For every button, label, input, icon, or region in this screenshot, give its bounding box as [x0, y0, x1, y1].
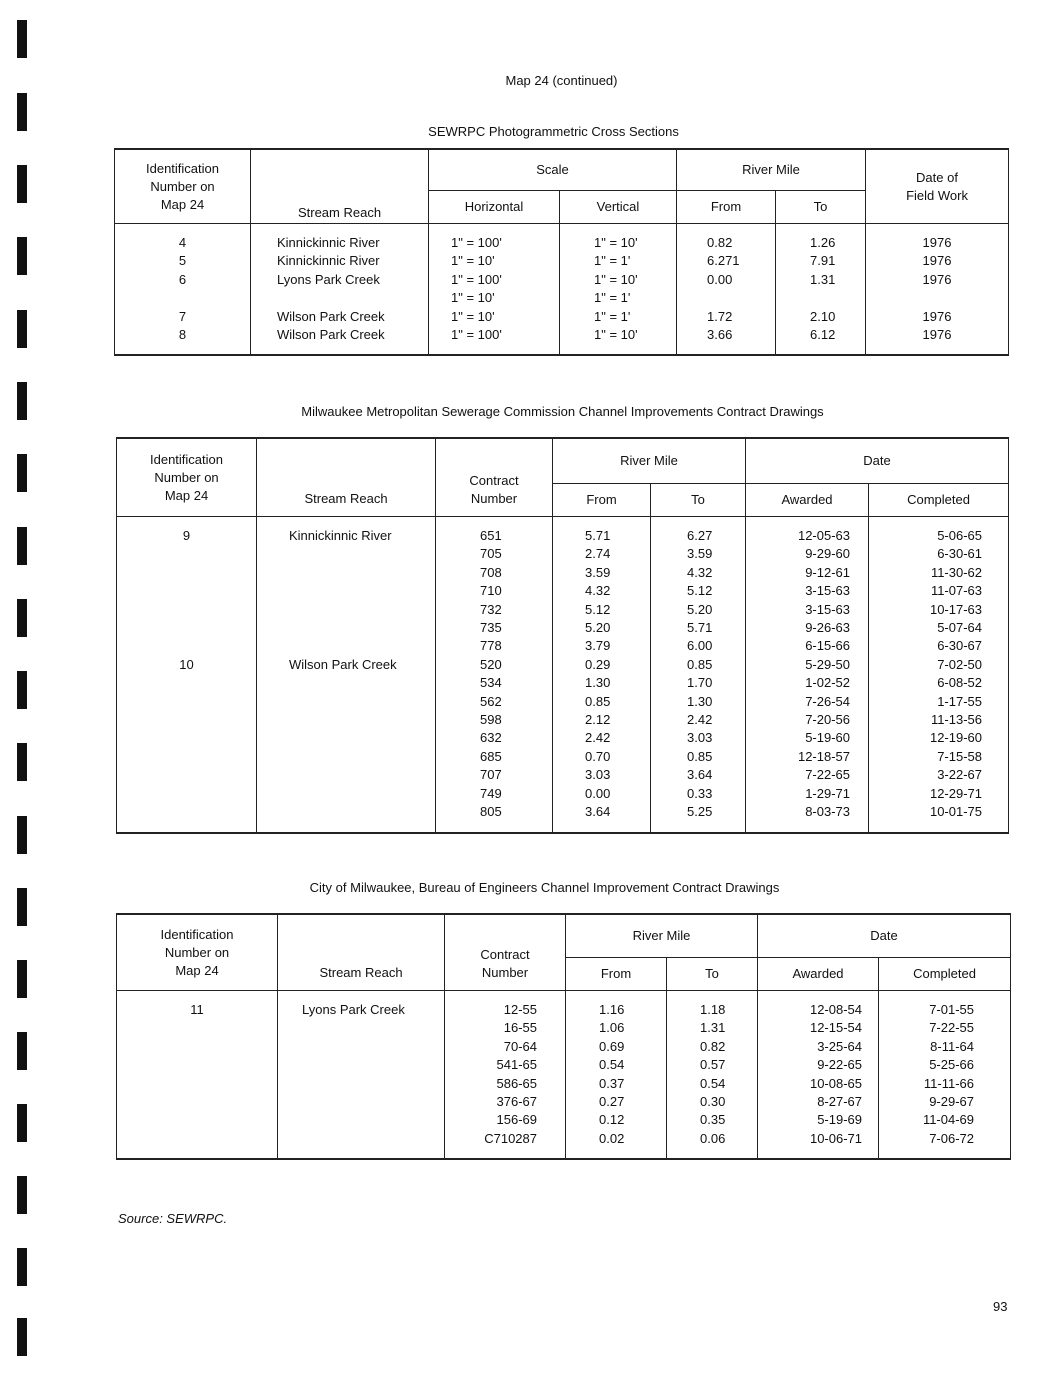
table-row: 710 4.32 5.12 3-15-63 11-07-63 — [117, 582, 1009, 600]
id-header: Identification Number on Map 24 — [117, 914, 278, 991]
awarded-header: Awarded — [746, 484, 869, 517]
binder-mark — [17, 1176, 27, 1214]
source-note: Source: SEWRPC. — [118, 1211, 228, 1226]
map-title: Map 24 (continued) — [505, 73, 618, 88]
binder-mark — [17, 743, 27, 781]
to-header: To — [667, 958, 758, 991]
date-header: Date — [746, 438, 1009, 484]
id-header: Identification Number on Map 24 — [117, 438, 257, 517]
contract-number-header: Contract Number — [436, 438, 553, 517]
table-row: 707 3.03 3.64 7-22-65 3-22-67 — [117, 766, 1009, 784]
binder-mark — [17, 310, 27, 348]
table-row: 586-65 0.37 0.54 10-08-65 11-11-66 — [117, 1075, 1011, 1093]
river-mile-header: River Mile — [677, 149, 866, 191]
binder-mark — [17, 960, 27, 998]
table-row: 705 2.74 3.59 9-29-60 6-30-61 — [117, 545, 1009, 563]
binder-mark — [17, 237, 27, 275]
table-row: 70-64 0.69 0.82 3-25-64 8-11-64 — [117, 1038, 1011, 1056]
table-row: 6 Lyons Park Creek 1" = 100' 1" = 10' 0.00 1.31 1976 — [115, 271, 1009, 289]
table-row: 9 Kinnickinnic River 651 5.71 6.27 12-05-63 5-06-65 — [117, 517, 1009, 546]
table-row: 749 0.00 0.33 1-29-71 12-29-71 — [117, 785, 1009, 803]
awarded-header: Awarded — [758, 958, 879, 991]
table2-title: Milwaukee Metropolitan Sewerage Commission Channel Improvements Contract Drawings — [301, 404, 824, 419]
table-row: 708 3.59 4.32 9-12-61 11-30-62 — [117, 564, 1009, 582]
to-header: To — [776, 191, 866, 224]
contract-number-header: Contract Number — [445, 914, 566, 991]
table-row: 732 5.12 5.20 3-15-63 10-17-63 — [117, 601, 1009, 619]
table-row: 685 0.70 0.85 12-18-57 7-15-58 — [117, 748, 1009, 766]
id-header: Identification Number on Map 24 — [115, 149, 251, 224]
binder-mark — [17, 1318, 27, 1356]
table-row: 632 2.42 3.03 5-19-60 12-19-60 — [117, 729, 1009, 747]
binder-mark — [17, 1248, 27, 1286]
table1-title: SEWRPC Photogrammetric Cross Sections — [428, 124, 679, 139]
binder-mark — [17, 165, 27, 203]
binder-mark — [17, 20, 27, 58]
river-mile-header: River Mile — [566, 914, 758, 958]
vertical-header: Vertical — [560, 191, 677, 224]
stream-reach-header: Stream Reach — [257, 438, 436, 517]
binder-mark — [17, 1104, 27, 1142]
binder-mark — [17, 454, 27, 492]
page-number: 93 — [993, 1299, 1008, 1314]
scale-header: Scale — [429, 149, 677, 191]
stream-reach-header: Stream Reach — [251, 149, 429, 224]
date-header: Date — [758, 914, 1011, 958]
table-row: 541-65 0.54 0.57 9-22-65 5-25-66 — [117, 1056, 1011, 1074]
table3-title: City of Milwaukee, Bureau of Engineers Channel Improvement Contract Drawings — [309, 880, 780, 895]
completed-header: Completed — [869, 484, 1009, 517]
table-row: 16-55 1.06 1.31 12-15-54 7-22-55 — [117, 1019, 1011, 1037]
sewerage-commission-table — [116, 437, 1009, 834]
binder-mark — [17, 599, 27, 637]
stream-reach-header: Stream Reach — [278, 914, 445, 991]
table-row: 376-67 0.27 0.30 8-27-67 9-29-67 — [117, 1093, 1011, 1111]
table-row: 562 0.85 1.30 7-26-54 1-17-55 — [117, 693, 1009, 711]
table-row: 534 1.30 1.70 1-02-52 6-08-52 — [117, 674, 1009, 692]
photogrammetric-table — [114, 148, 1009, 356]
bureau-of-engineers-table — [116, 913, 1011, 1160]
table-row: C710287 0.02 0.06 10-06-71 7-06-72 — [117, 1130, 1011, 1159]
from-header: From — [553, 484, 651, 517]
date-field-work-header: Date of Field Work — [866, 149, 1009, 224]
binder-mark — [17, 527, 27, 565]
to-header: To — [651, 484, 746, 517]
table-row: 7 Wilson Park Creek 1" = 10' 1" = 1' 1.72 2.10 1976 — [115, 308, 1009, 326]
horizontal-header: Horizontal — [429, 191, 560, 224]
binder-mark — [17, 382, 27, 420]
table-row: 10 Wilson Park Creek 520 0.29 0.85 5-29-50 7-02-50 — [117, 656, 1009, 674]
table-row: 4 Kinnickinnic River 1" = 100' 1" = 10' 0.82 1.26 1976 — [115, 224, 1009, 253]
table-row: 156-69 0.12 0.35 5-19-69 11-04-69 — [117, 1111, 1011, 1129]
river-mile-header: River Mile — [553, 438, 746, 484]
table-row: 805 3.64 5.25 8-03-73 10-01-75 — [117, 803, 1009, 832]
table-row: 778 3.79 6.00 6-15-66 6-30-67 — [117, 637, 1009, 655]
table-row: 5 Kinnickinnic River 1" = 10' 1" = 1' 6.271 7.91 1976 — [115, 252, 1009, 270]
table-row: 11 Lyons Park Creek 12-55 1.16 1.18 12-08-54 7-01-55 — [117, 991, 1011, 1020]
table-row: 1" = 10' 1" = 1' — [115, 289, 1009, 307]
table-row: 598 2.12 2.42 7-20-56 11-13-56 — [117, 711, 1009, 729]
binder-mark — [17, 1032, 27, 1070]
from-header: From — [566, 958, 667, 991]
completed-header: Completed — [879, 958, 1011, 991]
binder-mark — [17, 816, 27, 854]
binder-mark — [17, 671, 27, 709]
table-row: 8 Wilson Park Creek 1" = 100' 1" = 10' 3.66 6.12 1976 — [115, 326, 1009, 355]
table-row: 735 5.20 5.71 9-26-63 5-07-64 — [117, 619, 1009, 637]
from-header: From — [677, 191, 776, 224]
